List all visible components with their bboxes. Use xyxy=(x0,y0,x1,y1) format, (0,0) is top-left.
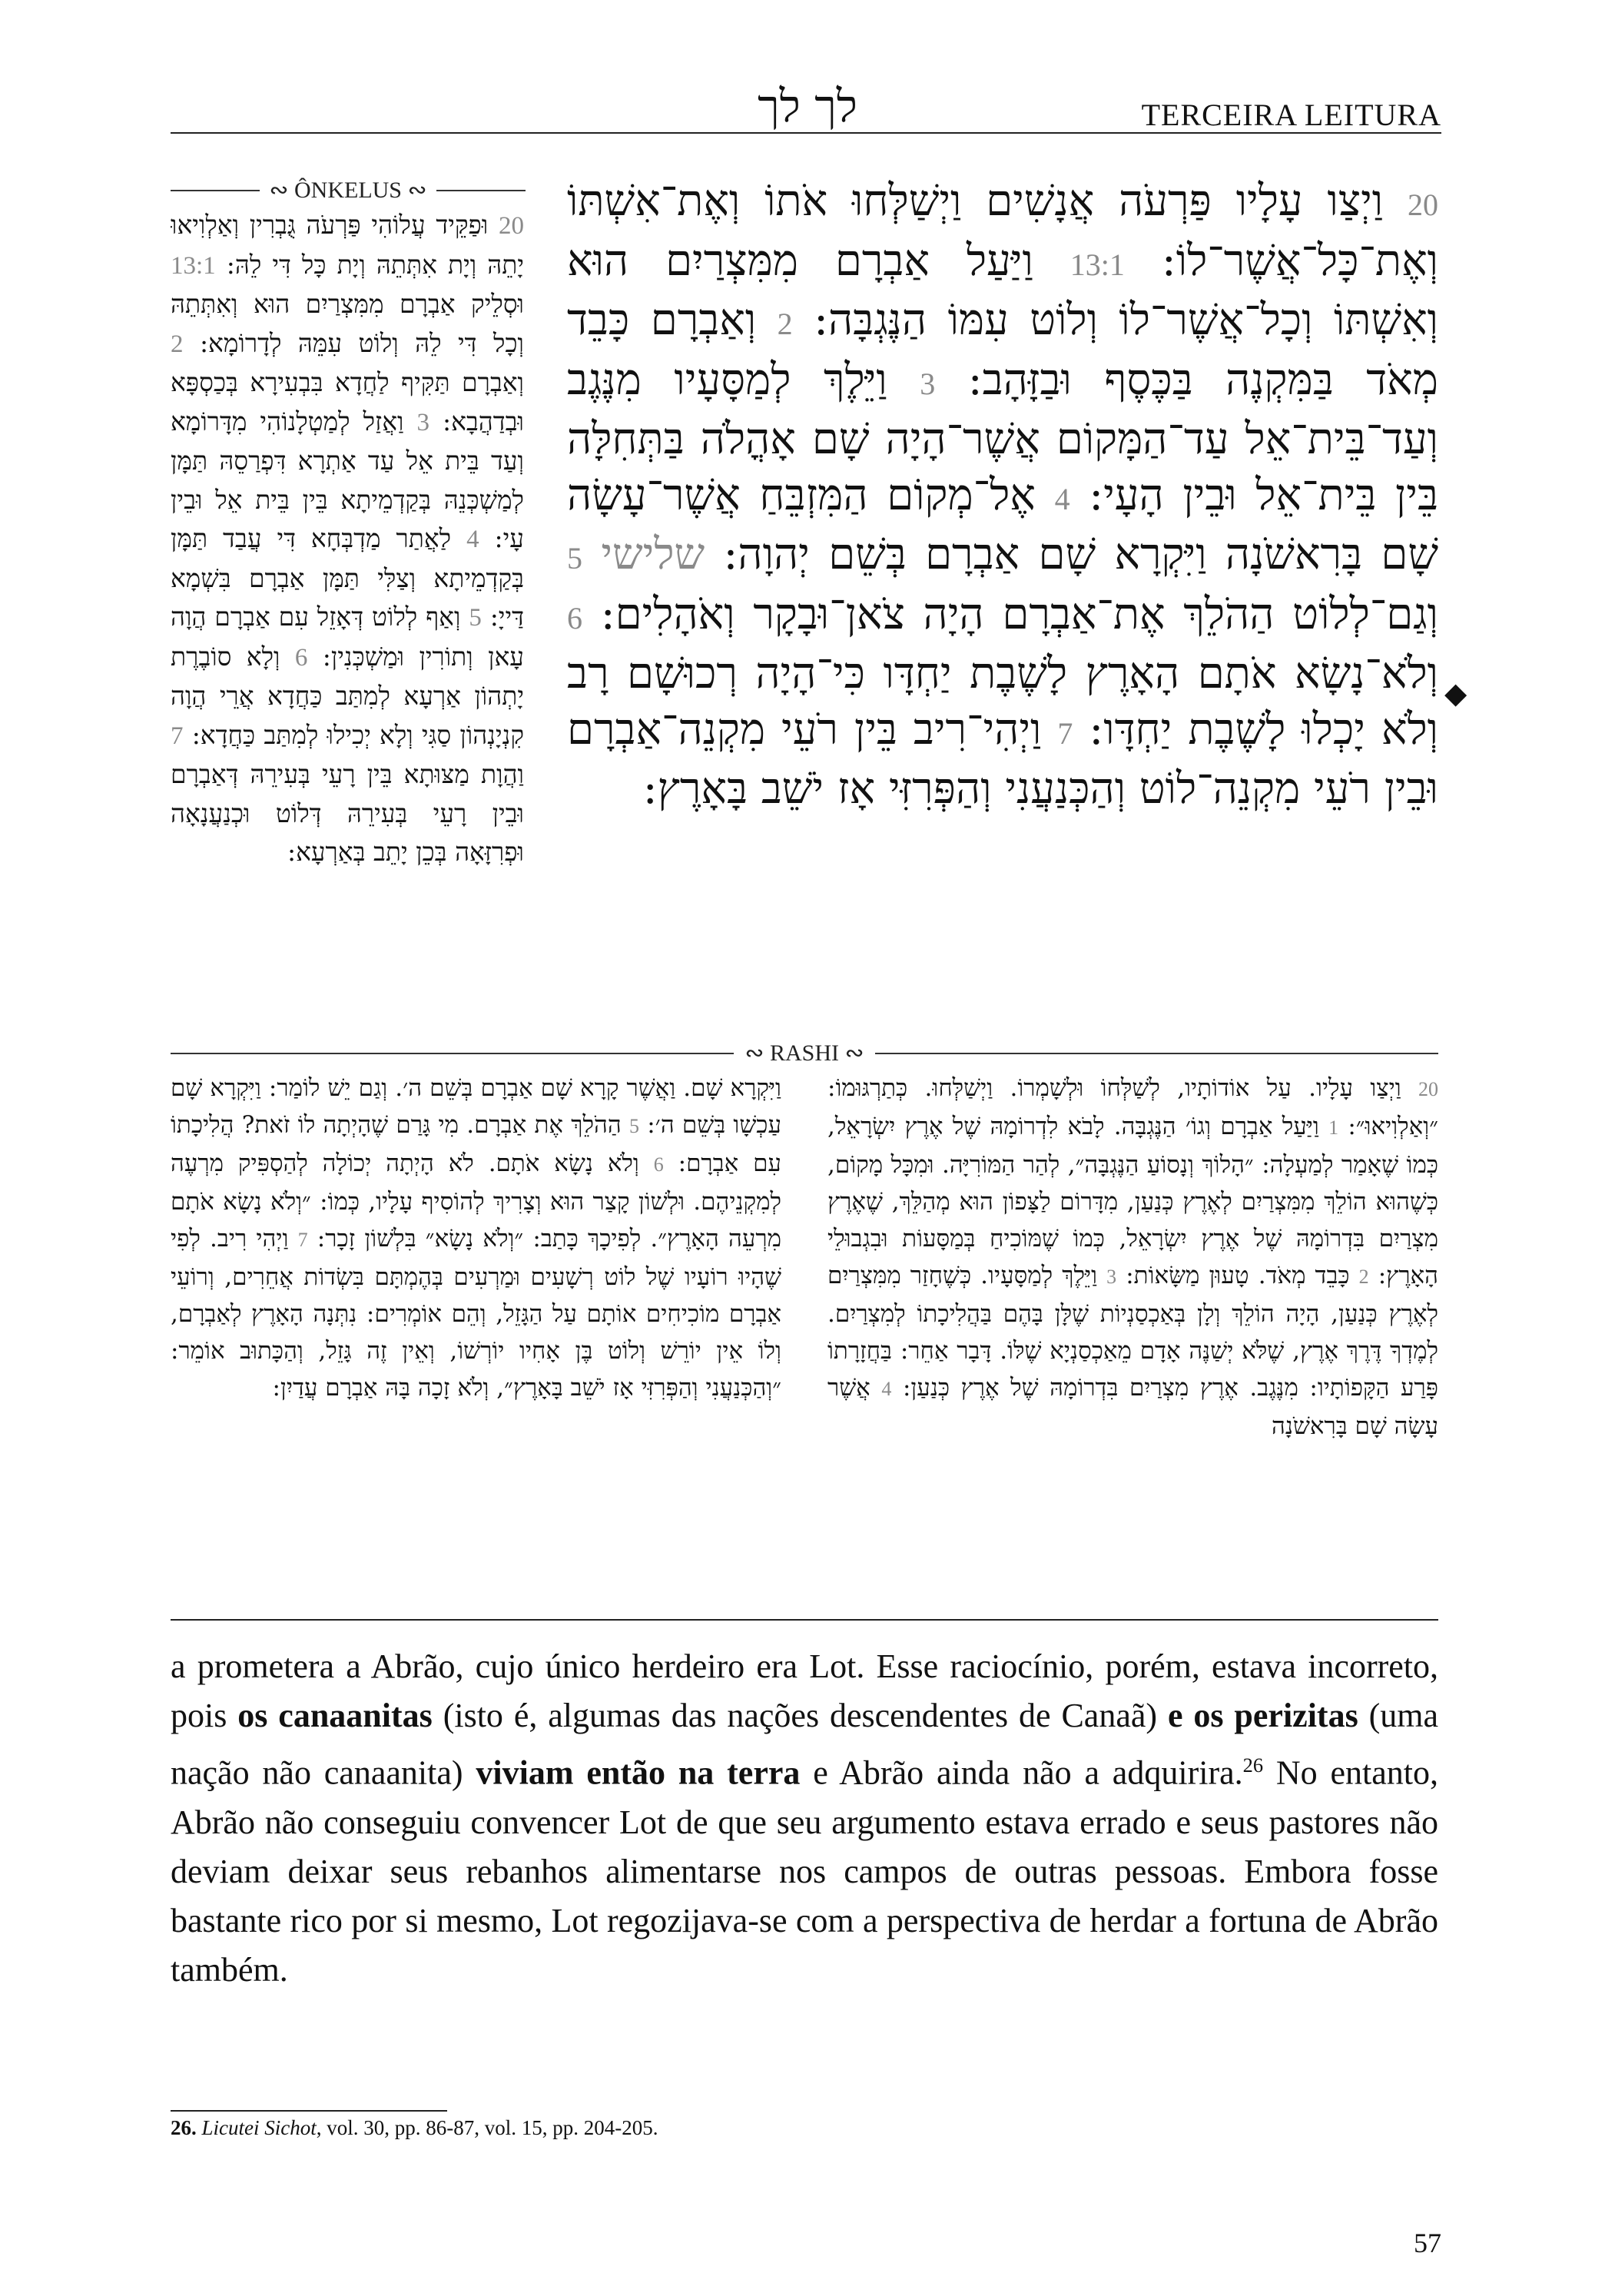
verse-number: 4 xyxy=(881,1378,892,1400)
heading-rule-right xyxy=(875,1053,1438,1054)
verse-text: וְלֹא־נָשָׂא אֹתָם הָאָרֶץ לָשֶׁבֶת יַחְדָּו כִּי־הָיָה רְכוּשָׁם רָב וְלֹא יָכְלוּ לָשֶׁבֶת יַחְדָּו: xyxy=(567,649,1438,755)
verse-text: הַהֹלֵךְ אֶת אַבְרָם. מִי גָּרַם שֶׁהָיְתָה לוֹ זֹאת? הֲלִיכָתוֹ עִם אַבְרָם: xyxy=(171,1111,781,1177)
aliyah-label: שלישי xyxy=(601,529,705,579)
verse-text: וַיְצַו עָלָיו פַּרְעֹה אֲנָשִׁים וַיְשַׁלְּחוּ אֹתוֹ וְאֶת־אִשְׁתּוֹ וְאֶת־כָּל־אֲשֶׁר־לוֹ: xyxy=(567,176,1438,286)
header-rule xyxy=(171,132,1441,134)
onkelos-label: ∾ ÔNKELUS ∾ xyxy=(269,178,427,203)
rashi-heading xyxy=(171,1040,1438,1067)
verse-number: 5 xyxy=(628,1115,639,1137)
footnote: 26. Licutei Sichot, vol. 30, pp. 86-87, vol. 15, pp. 204-205. xyxy=(171,2116,658,2139)
verse-number: 3 xyxy=(920,366,936,401)
verse-text: וְלָא סוֹבֶרֶת יָתְהוֹן אַרְעָא לְמִתַּב כַּחֲדָא אֲרֵי הֲוָה קִנְיָנְהוֹן סַגִּי וְלָא יְכִילוּ לְמִתַּב כַּחֲדָא: xyxy=(171,641,524,750)
verse-text: וַיְצַו עָלָיו. עַל אוֹדוֹתָיו, לְשַׁלְּחוֹ וּלְשָׁמְרוֹ. וַיְשַׁלְּחוּ. כְּתַרְגּוּמוֹ: ״וְאַלְוִיאוּ״: xyxy=(827,1074,1438,1140)
verse-text: וַיַּעַל אַבְרָם מִמִּצְרַיִם הוּא וְאִשְׁתּוֹ וְכָל־אֲשֶׁר־לוֹ וְלוֹט עִמּוֹ הַנֶּגְבָּה: xyxy=(567,235,1438,345)
verse-number: 4 xyxy=(1054,481,1070,516)
verse-number: 2 xyxy=(171,330,184,358)
footnote-rule xyxy=(171,2110,447,2112)
verse-text: אֶל־מְקוֹם הַמִּזְבֵּחַ אֲשֶׁר־עָשָׂה שָׁם בָּרִאשֹׁנָה וַיִּקְרָא שָׁם אַבְרָם בְּשֵׁם יְהוָה: xyxy=(567,469,1438,579)
verse-number: 7 xyxy=(171,722,184,750)
verse-number: 5 xyxy=(469,604,482,632)
aliyah-diamond-icon: ◆ xyxy=(1444,676,1467,710)
verse-number: 20 xyxy=(1407,187,1438,222)
verse-number: 6 xyxy=(567,600,582,635)
verse-text: וְאַבְרָם תַּקִּיף לַחֲדָא בִּבְעִירָא בְּכַסְפָּא וּבְדַהֲבָא: xyxy=(171,367,524,436)
verse-number: 7 xyxy=(297,1229,308,1251)
verse-number: 3 xyxy=(416,408,429,436)
verse-text: כָּבֵד מְאֹד. טָעוּן מַשָּׂאוֹת: xyxy=(1126,1262,1350,1289)
onkelos-heading xyxy=(171,177,526,204)
verse-number: 5 xyxy=(567,541,582,576)
verse-text: וַיְהִי רִיב. לְפִי שֶׁהָיוּ רוֹעָיו שֶׁל לוֹט רְשָׁעִים וּמַרְעִים בְּהֶמְתָּם בִּשְׂדוֹת אֲחֵרִים, וְרוֹעֵי אַבְרָם מוֹכִיחִים אוֹתָם עַל הַגָּזֵל, וְהֵם אוֹמְרִים: נִתְּנָה הָאָרֶץ לְאַבְרָם, וְלוֹ אֵין יוֹרֵשׁ וְלוֹט בֶּן אָחִיו יוֹרְשׁוֹ, וְאֵין זֶה גָּזֵל, וְהַכָּתוּב אוֹמֵר: ״וְהַכְּנַעֲנִי וְהַפְּרִזִּי אָז יֹשֵׁב בָּאָרֶץ״, וְלֹא זָכָה בָּהּ אַבְרָם עֲדַיִן: xyxy=(171,1225,781,1402)
verse-number: 3 xyxy=(1106,1266,1117,1288)
section-label: TERCEIRA LEITURA xyxy=(1141,98,1441,132)
verse-text: וּפַקֵּיד עֲלוֹהִי פַּרְעֹה גֻּבְרִין וְאַלְוִיאוּ יָתֵהּ וְיָת אִתְּתֵהּ וְיָת כָּל דִּי לֵהּ: xyxy=(171,210,524,280)
section-divider xyxy=(171,1619,1438,1621)
verse-number: 4 xyxy=(466,526,479,553)
verse-text: וַיֵּלֶךְ לְמַסָּעָיו מִנֶּגֶב וְעַד־בֵּית־אֵל עַד־הַמָּקוֹם אֲשֶׁר־הָיָה שָׁם אָהֳלֹה בַּתְּחִלָּה בֵּין בֵּית־אֵל וּבֵין הָעָי: xyxy=(567,354,1438,520)
verse-number: 20 xyxy=(499,212,524,240)
verse-text: וְלֹא נָשָׂא אֹתָם. לֹא הָיְתָה יְכוֹלָה לְהַסְפִּיק מִרְעֶה לְמִקְנֵיהֶם. וּלְשׁוֹן קָצַר הוּא וְצָרִיךְ לְהוֹסִיף עָלָיו, כְּמוֹ: ״וְלֹא נָשָׂא אֹתָם מִרְעֵה הָאָרֶץ״. לְפִיכָךְ כָּתַב: ״וְלֹא נָשָׂא״ בִּלְשׁוֹן זָכָר: xyxy=(171,1150,781,1253)
heading-rule-right xyxy=(436,190,526,191)
heading-rule-left xyxy=(171,1053,734,1054)
verse-text: וְאַף לְלוֹט דְּאָזֵל עִם אַבְרָם הֲוָה עָאן וְתוֹרִין וּמַשְׁכְּנִין: xyxy=(171,602,524,672)
commentary-paragraph: a prometera a Abrão, cujo único herdeiro era Lot. Esse raciocínio, porém, estava incorreto, pois os canaanitas (isto é, algumas das nações descendentes de Canaã) e os perizitas (uma nação não canaanita) viviam então na terra e Abrão ainda não a adquirira.$^{26}$ No entanto, Abrão não conseguiu convencer Lot de que seu argumento estava errado e seus pastores não deviam deixar seus rebanhos alimentarse nos campos de outras pessoas. Embora fosse bastante rico por si mesmo, Lot regozijava-se com a perspectiva de herdar a fortuna de Abrão também. xyxy=(171,1647,1439,1989)
rashi-label: ∾ RASHI ∾ xyxy=(744,1040,864,1066)
verse-text: אֲשֶׁר עָשָׂה שָׁם בָּרִאשֹׁנָה xyxy=(827,1374,1438,1440)
verse-text: לַאֲתַר מַדְבְּחָא דִּי עֲבַד תַּמָּן בְּקַדְמֵיתָא וְצַלִּי תַּמָּן אַבְרָם בִּשְׁמָא דַּייָ: xyxy=(171,523,524,632)
verse-number: 1 xyxy=(1328,1116,1339,1139)
verse-text: וּסְלֵיק אַבְרָם מִמִּצְרַיִם הוּא וְאִתְּתֵהּ וְכָל דִּי לֵהּ וְלוֹט עִמֵּהּ לְדָרוֹמָא: xyxy=(171,289,524,358)
verse-text: וַיֵּלֶךְ לְמַסָּעָיו. כְּשֶׁחָזַר מִמִּצְרַיִם לְאֶרֶץ כְּנַעַן, הָיָה הוֹלֵךְ וְלָן בְּאַכְסַנְיוֹת שֶׁלָּן בָּהֶם בַּהֲלִיכָתוֹ לְמִצְרַיִם. לְמֶדְךָ דֶּרֶךְ אֶרֶץ, שֶׁלֹּא יְשַׁנֶּה אָדָם מֵאַכְסַנְיָא שֶׁלּוֹ. דָּבָר אַחֵר: בַּחֲזָרָתוֹ פָּרַע הַקָּפוֹתָיו: מִנֶּגֶב. אֶרֶץ מִצְרַיִם בִּדְרוֹמָהּ שֶׁל אֶרֶץ כְּנַעַן: xyxy=(827,1262,1438,1402)
heading-rule-left xyxy=(171,190,260,191)
verse-number: 6 xyxy=(294,643,308,672)
verse-text: וַהֲוָת מַצּוּתָא בֵּין רָעֵי בְּעִירֵהּ דְּאַבְרָם וּבֵין רָעֵי בְּעִירֵהּ דְּלוֹט וּכְנַעֲנָאָה וּפְרִזָּאָה בְּכֵן יָתֵב בְּאַרְעָא: xyxy=(171,759,524,867)
verse-text: וַאֲזַל לְמַטְלָנוֹהִי מִדָּרוֹמָא וְעַד בֵּית אֵל עַד אַתְרָא דִּפְרַסֵהּ תַּמָּן לְמַשְׁכְּנֵהּ בְּקַדְמֵיתָא בֵּין בֵּית אֵל וּבֵין עָי: xyxy=(171,406,524,553)
verse-number: 7 xyxy=(1057,715,1073,751)
verse-number: 2 xyxy=(777,307,793,341)
rashi-column-left xyxy=(171,1070,781,1592)
verse-number: 13:1 xyxy=(171,251,216,280)
verse-text: וַיְהִי־רִיב בֵּין רֹעֵי מִקְנֵה־אַבְרָם וּבֵין רֹעֵי מִקְנֵה־לוֹט וְהַכְּנַעֲנִי וְהַפְּרִזִּי אָז יֹשֵׁב בָּאָרֶץ: xyxy=(567,704,1438,814)
torah-text xyxy=(567,174,1438,1015)
verse-text: וְאַבְרָם כָּבֵד מְאֹד בַּמִּקְנֶה בַּכֶּסֶף וּבַזָּהָב: xyxy=(567,295,1438,405)
footnote-ref[interactable]: 26 xyxy=(1242,1754,1264,1777)
rashi-column-right xyxy=(827,1070,1438,1592)
verse-text: וַיִּקְרָא שָׁם. וַאֲשֶׁר קָרָא שָׁם אַבְרָם בְּשֵׁם ה׳. וְגַם יֵשׁ לוֹמַר: וַיִּקְרָא שָׁם עַכְשָׁו בְּשֵׁם ה׳: xyxy=(171,1074,781,1139)
parasha-title: לך לך xyxy=(758,80,857,132)
verse-text: וַיַּעַל אַבְרָם וְגוֹ׳ הַנֶּגְבָּה. לָבֹא לִדְרוֹמָהּ שֶׁל אֶרֶץ יִשְׂרָאֵל, כְּמוֹ שֶׁאָמַר לְמַעְלָה: ״הָלוֹךְ וְנָסוֹעַ הַנֶּגְבָּה״, לְהַר הַמּוֹרִיָּה. וּמִכָּל מָקוֹם, כְּשֶׁהוּא הוֹלֵךְ מִמִּצְרַיִם לְאֶרֶץ כְּנַעַן, מִדָּרוֹם לַצָּפוֹן הוּא מְהַלֵּךְ, שֶׁאֶרֶץ מִצְרַיִם בִּדְרוֹמָהּ שֶׁל אֶרֶץ יִשְׂרָאֵל, כְּמוֹ שֶׁמּוֹכִיחַ בְּמַסָּעוֹת וּבִגְבוּלֵי הָאָרֶץ: xyxy=(827,1113,1438,1289)
verse-number: 20 xyxy=(1418,1078,1438,1100)
verse-number: 13:1 xyxy=(1069,247,1125,282)
verse-number: 2 xyxy=(1358,1266,1369,1288)
page-number: 57 xyxy=(1414,2228,1441,2258)
onkelos-text xyxy=(171,206,524,1005)
verse-text: וְגַם־לְלוֹט הַהֹלֵךְ אֶת־אַבְרָם הָיָה צֹאן־וּבָקָר וְאֹהָלִים: xyxy=(600,589,1438,639)
verse-number: 6 xyxy=(653,1153,664,1176)
